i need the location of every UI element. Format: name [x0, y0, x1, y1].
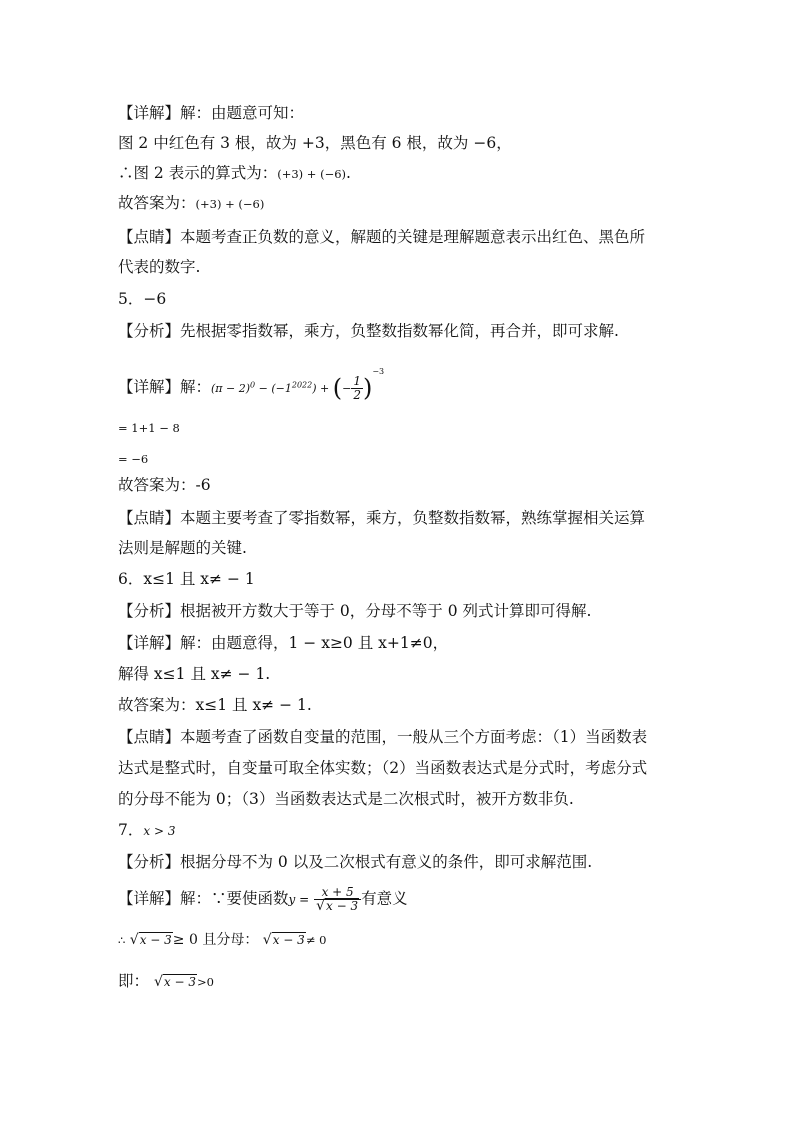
square-root: [154, 972, 197, 992]
text-segment: 有意义: [361, 889, 408, 908]
minus-sign: −: [342, 382, 352, 395]
text-line: 【详解】解：由题意得，1 − x≥0 且 x+1≠0，: [118, 634, 449, 652]
radicand: x − 3: [139, 933, 172, 947]
radicand: x − 3: [163, 975, 196, 989]
fraction-numerator: x + 5: [314, 886, 361, 900]
text-line: [118, 930, 326, 950]
fraction: [351, 375, 363, 402]
paren-open: (: [332, 374, 343, 402]
text-line: = −6: [118, 452, 149, 466]
text-line: 5．−6: [118, 290, 167, 308]
text-line: 【点睛】本题考查了函数自变量的范围，一般从三个方面考虑：（1）当函数表: [118, 728, 648, 746]
text-line: 6．x≤1 且 x≠ − 1: [118, 570, 255, 588]
exponent: 0: [250, 380, 256, 390]
text-line: [118, 362, 384, 402]
math-expression: x > 3: [143, 824, 176, 838]
text-line: 故答案为：x≤1 且 x≠ − 1.: [118, 696, 312, 714]
text-segment: 【详解】解：∵要使函数: [118, 889, 289, 908]
math-variable: y =: [288, 892, 310, 907]
text-line: 的分母不能为 0；（3）当函数表达式是二次根式时，被开方数非负.: [118, 790, 574, 808]
math-term: ) +: [312, 382, 333, 395]
text-segment: 即：: [118, 972, 150, 990]
math-expression: [211, 382, 333, 395]
therefore-symbol: ∴: [118, 933, 126, 947]
fraction-denominator: [314, 900, 361, 913]
text-line: [118, 193, 264, 214]
text-line: 【分析】根据分母不为 0 以及二次根式有意义的条件，即可求解范围.: [118, 853, 593, 871]
text-segment: ≥ 0 且分母：: [172, 932, 259, 948]
text-line: 图 2 中红色有 3 根，故为 +3，黑色有 6 根，故为 −6，: [118, 134, 512, 152]
radicand: x − 3: [326, 899, 359, 913]
text-line: 代表的数字.: [118, 258, 201, 276]
text-line: 【分析】根据被开方数大于等于 0，分母不等于 0 列式计算即可得解.: [118, 602, 592, 620]
text-segment: >0: [196, 975, 214, 989]
math-term: (π − 2): [211, 382, 251, 395]
square-root: [316, 900, 359, 913]
text-line: [118, 886, 408, 913]
math-expression: (+3) + (−6): [277, 167, 347, 181]
fraction-numerator: 1: [353, 373, 361, 388]
paren-close: ): [362, 374, 373, 402]
square-root: [130, 930, 173, 950]
exponent: −3: [372, 367, 385, 376]
text-segment: 【详解】解：: [118, 378, 212, 396]
math-expression: (+3) + (−6): [195, 197, 265, 211]
text-line: 【点睛】本题考查正负数的意义，解题的关键是理解题意表示出红色、黑色所: [118, 228, 646, 246]
text-segment: .: [346, 164, 351, 182]
radical-sign: √: [129, 932, 139, 948]
text-line: 【详解】解：由题意可知：: [118, 104, 305, 122]
text-segment: 7．: [118, 821, 144, 839]
text-line: [118, 971, 214, 992]
exponent: 2022: [291, 380, 313, 390]
square-root: [263, 930, 306, 950]
text-line: 法则是解题的关键.: [118, 539, 247, 557]
text-line: 【点睛】本题主要考查了零指数幂，乘方，负整数指数幂，熟练掌握相关运算: [118, 509, 646, 527]
text-line: 达式是整式时，自变量可取全体实数；（2）当函数表达式是分式时，考虑分式: [118, 759, 648, 777]
text-line: = 1+1 − 8: [118, 421, 180, 435]
text-line: 【分析】先根据零指数幂，乘方，负整数指数幂化简，再合并，即可求解.: [118, 322, 619, 340]
text-line: 故答案为：-6: [118, 476, 211, 494]
fraction: [314, 886, 361, 913]
radical-sign: √: [316, 898, 326, 914]
radicand: x − 3: [272, 933, 305, 947]
radical-sign: √: [153, 974, 163, 990]
radical-sign: √: [262, 932, 272, 948]
text-segment: ≠ 0: [305, 933, 327, 947]
text-segment: ∴图 2 表示的算式为：: [118, 164, 278, 182]
text-segment: 故答案为：: [118, 194, 196, 212]
math-term: − (−1: [255, 382, 292, 395]
text-line: [118, 820, 175, 841]
text-line: 解得 x≤1 且 x≠ − 1.: [118, 665, 271, 683]
text-line: [118, 163, 351, 184]
fraction-denominator: 2: [353, 387, 361, 402]
